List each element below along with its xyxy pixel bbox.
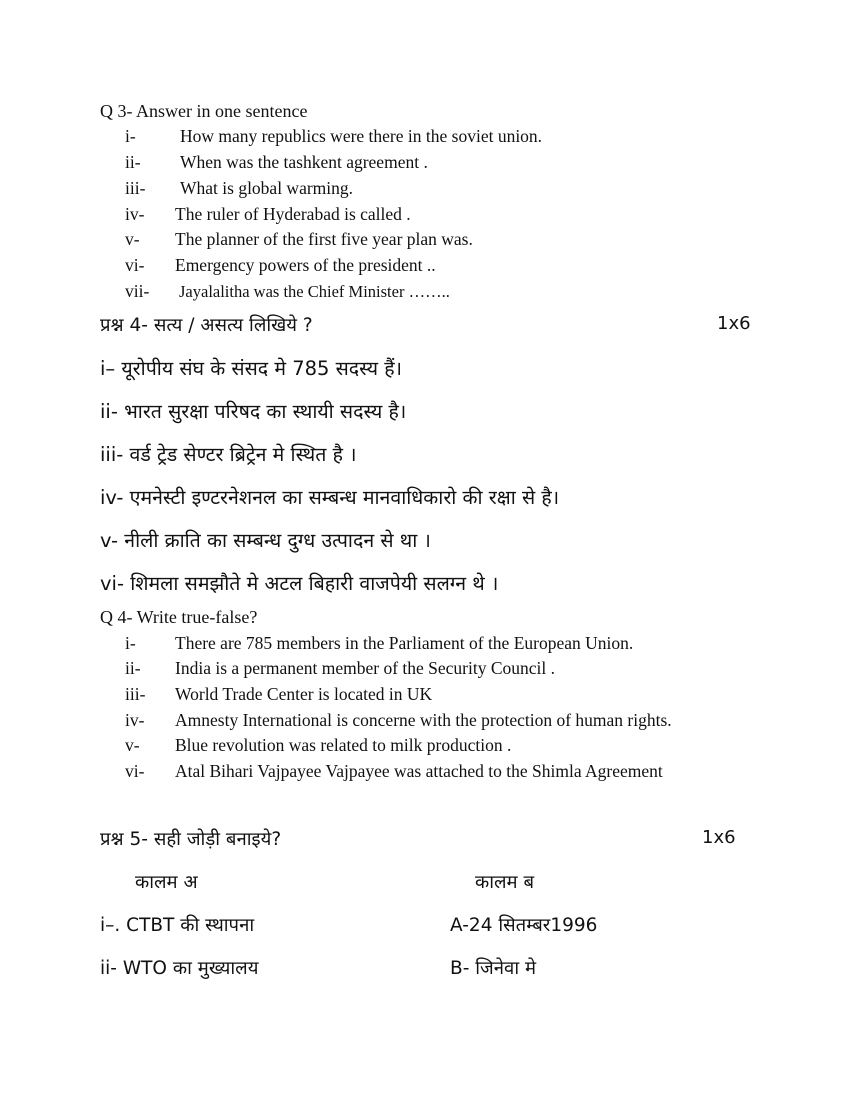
match-column-b-item: B- जिनेवा मे (450, 958, 537, 979)
q4-hindi-item: vi- शिमला समझौते मे अटल बिहारी वाजपेयी सलग्न थे । (100, 572, 499, 595)
q4-item-text: Atal Bihari Vajpayee Vajpayee was attached to the Shimla Agreement (175, 761, 663, 781)
q4-english-heading: Q 4- Write true-false? (100, 607, 258, 627)
q4-item-number: iv- (125, 710, 145, 730)
q4-hindi-item: ii- भारत सुरक्षा परिषद का स्थायी सदस्य है। (100, 400, 407, 423)
q4-item-text: World Trade Center is located in UK (175, 684, 433, 704)
q4-hindi-heading: प्रश्न 4- सत्य / असत्य लिखिये ? (100, 315, 313, 336)
q4-hindi-item: i– यूरोपीय संघ के संसद मे 785 सदस्य हैं। (100, 357, 402, 380)
q3-item-number: vii- (125, 281, 150, 301)
column-a-title: कालम अ (135, 872, 198, 893)
q4-item-text: Amnesty International is concerne with the protection of human rights. (175, 710, 672, 730)
q3-item-number: i- (125, 126, 136, 146)
q3-item-number: iii- (125, 178, 146, 198)
q4-hindi-item: iii- वर्ड ट्रेड सेण्टर ब्रिट्रेन मे स्थित है । (100, 443, 357, 466)
q4-hindi-item: iv- एमनेस्टी इण्टरनेशनल का सम्बन्ध मानवाधिकारो की रक्षा से है। (100, 486, 560, 509)
column-b-title: कालम ब (475, 872, 535, 893)
q4-item-number: vi- (125, 761, 145, 781)
q4-item-text: India is a permanent member of the Security Council . (175, 658, 556, 678)
q3-heading: Q 3- Answer in one sentence (100, 101, 308, 121)
q4-item-number: iii- (125, 684, 146, 704)
q3-item-text: Jayalalitha was the Chief Minister …….. (179, 282, 450, 301)
q3-item-number: iv- (125, 204, 145, 224)
match-column-a-item: i–. CTBT की स्थापना (100, 915, 255, 936)
q3-item-text: Emergency powers of the president .. (175, 255, 436, 275)
q3-item-text: What is global warming. (180, 178, 354, 198)
q4-item-text: Blue revolution was related to milk production . (175, 735, 512, 755)
match-column-b-item: A-24 सितम्बर1996 (450, 915, 598, 936)
q3-item-number: ii- (125, 152, 141, 172)
q4-item-number: i- (125, 633, 136, 653)
q3-item-text: When was the tashkent agreement . (180, 152, 428, 172)
q3-item-text: The planner of the first five year plan was. (175, 229, 473, 249)
q3-item-number: v- (125, 229, 140, 249)
q4-marks: 1x6 (717, 313, 751, 334)
q5-marks: 1x6 (702, 827, 736, 848)
q3-item-number: vi- (125, 255, 145, 275)
q5-heading: प्रश्न 5- सही जोड़ी बनाइये? (100, 829, 282, 850)
match-column-a-item: ii- WTO का मुख्यालय (100, 958, 259, 979)
q4-item-number: v- (125, 735, 140, 755)
q4-item-number: ii- (125, 658, 141, 678)
q4-item-text: There are 785 members in the Parliament of the European Union. (175, 633, 634, 653)
q3-item-text: How many republics were there in the soviet union. (180, 126, 543, 146)
q3-item-text: The ruler of Hyderabad is called . (175, 204, 411, 224)
q4-hindi-item: v- नीली क्राति का सम्बन्ध दुग्ध उत्पादन से था । (100, 529, 431, 552)
